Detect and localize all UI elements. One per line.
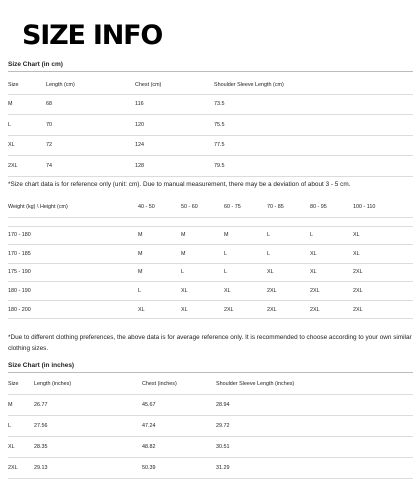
- header-cell: Weight (kg) \ Height (cm): [8, 204, 68, 211]
- table-cell: L: [224, 269, 227, 276]
- table-header-row: [8, 76, 413, 94]
- table-row: [8, 135, 413, 156]
- table-row: [8, 300, 413, 319]
- table-row: [8, 415, 413, 436]
- table-cell: L: [267, 250, 270, 257]
- table-cell: 2XL: [8, 162, 18, 169]
- cm-size-table: [8, 76, 413, 177]
- table-cell: 75.5: [214, 121, 225, 128]
- table-cell: XL: [310, 250, 317, 257]
- table-cell: XL: [8, 443, 15, 450]
- table-cell: 2XL: [267, 306, 277, 313]
- header-cell: Length (inches): [34, 381, 72, 388]
- table-row: [8, 394, 413, 415]
- table-cell: 2XL: [224, 306, 234, 313]
- table-cell: L: [138, 288, 141, 295]
- table-cell: XL: [310, 269, 317, 276]
- table-row: [8, 282, 413, 301]
- table-row: [8, 115, 413, 136]
- table-cell: M: [8, 101, 13, 108]
- table-cell: 29.72: [216, 422, 230, 429]
- header-cell: 100 - 110: [353, 204, 376, 211]
- table-cell: L: [8, 422, 11, 429]
- spacer-row: [8, 217, 413, 226]
- table-cell: XL: [353, 250, 360, 257]
- table-cell: XL: [353, 232, 360, 239]
- table-cell: 50.39: [142, 464, 156, 471]
- table-cell: XL: [181, 288, 188, 295]
- table-header-row: [8, 198, 413, 217]
- table-cell: 2XL: [353, 269, 363, 276]
- table-cell: 30.51: [216, 443, 230, 450]
- header-cell: 70 - 85: [267, 204, 284, 211]
- table-cell: 2XL: [8, 464, 18, 471]
- header-cell: Size: [8, 381, 19, 388]
- table-cell: 175 - 190: [8, 269, 31, 276]
- cm-heading-divider: [8, 71, 413, 72]
- table-cell: M: [138, 250, 143, 257]
- header-cell: Shoulder Sleeve Length (cm): [214, 81, 284, 88]
- table-cell: 2XL: [310, 288, 320, 295]
- header-cell: Length (cm): [46, 81, 75, 88]
- table-cell: 29.13: [34, 464, 48, 471]
- table-cell: M: [224, 232, 229, 239]
- inch-heading-divider: [8, 372, 413, 373]
- table-cell: 180 - 190: [8, 288, 31, 295]
- table-row: [8, 156, 413, 177]
- table-cell: 70: [46, 121, 52, 128]
- table-cell: 120: [135, 121, 144, 128]
- table-cell: M: [138, 269, 143, 276]
- table-cell: 2XL: [310, 306, 320, 313]
- measurement-note: *Size chart data is for reference only (unit: cm). Due to manual measurement, there may be a deviation of about 3 - 5 cm.: [8, 181, 351, 188]
- table-cell: 48.82: [142, 443, 156, 450]
- table-cell: 74: [46, 162, 52, 169]
- table-cell: 124: [135, 142, 144, 149]
- table-cell: L: [310, 232, 313, 239]
- table-row: [8, 436, 413, 457]
- table-cell: 2XL: [353, 306, 363, 313]
- table-cell: 45.67: [142, 401, 156, 408]
- table-cell: L: [267, 232, 270, 239]
- table-row: [8, 245, 413, 264]
- table-cell: L: [224, 250, 227, 257]
- table-header-row: [8, 375, 413, 394]
- cm-chart-heading: Size Chart (in cm): [8, 61, 63, 68]
- table-cell: 31.29: [216, 464, 230, 471]
- table-cell: M: [181, 250, 186, 257]
- table-cell: 28.94: [216, 401, 230, 408]
- page-title: SIZE INFO: [22, 20, 163, 51]
- table-cell: 170 - 185: [8, 250, 31, 257]
- spacer-cell: [8, 217, 413, 226]
- table-cell: 128: [135, 162, 144, 169]
- table-cell: 2XL: [267, 288, 277, 295]
- table-row: [8, 94, 413, 115]
- inch-chart-heading: Size Chart (in inches): [8, 362, 75, 369]
- table-cell: L: [8, 121, 11, 128]
- table-cell: L: [181, 269, 184, 276]
- table-cell: 68: [46, 101, 52, 108]
- table-cell: XL: [181, 306, 188, 313]
- table-cell: XL: [267, 269, 274, 276]
- header-cell: 40 - 50: [138, 204, 155, 211]
- header-cell: 80 - 95: [310, 204, 327, 211]
- table-cell: 79.5: [214, 162, 225, 169]
- table-cell: M: [181, 232, 186, 239]
- table-cell: 170 - 180: [8, 232, 31, 239]
- header-cell: 50 - 60: [181, 204, 198, 211]
- table-cell: 27.56: [34, 422, 48, 429]
- table-cell: 116: [135, 101, 144, 108]
- table-cell: XL: [224, 288, 231, 295]
- table-cell: 72: [46, 142, 52, 149]
- table-cell: 28.35: [34, 443, 48, 450]
- table-cell: M: [8, 401, 13, 408]
- table-cell: 47.24: [142, 422, 156, 429]
- table-row: [8, 226, 413, 245]
- table-cell: XL: [8, 142, 15, 149]
- preference-note: *Due to different clothing preferences, the above data is for average reference only. It is recommended to choose according to your own similar clothing sizes.: [8, 334, 412, 352]
- table-cell: 2XL: [353, 288, 363, 295]
- table-row: [8, 263, 413, 282]
- table-cell: XL: [138, 306, 145, 313]
- header-cell: Chest (inches): [142, 381, 177, 388]
- header-cell: Size: [8, 81, 19, 88]
- header-cell: Shoulder Sleeve Length (inches): [216, 381, 295, 388]
- table-cell: M: [138, 232, 143, 239]
- table-row: [8, 457, 413, 478]
- table-cell: 180 - 200: [8, 306, 31, 313]
- table-cell: 73.5: [214, 101, 225, 108]
- inch-size-table: [8, 375, 413, 479]
- weight-height-table: [8, 198, 413, 319]
- header-cell: 60 - 75: [224, 204, 241, 211]
- table-cell: 77.5: [214, 142, 225, 149]
- table-cell: 26.77: [34, 401, 48, 408]
- header-cell: Chest (cm): [135, 81, 162, 88]
